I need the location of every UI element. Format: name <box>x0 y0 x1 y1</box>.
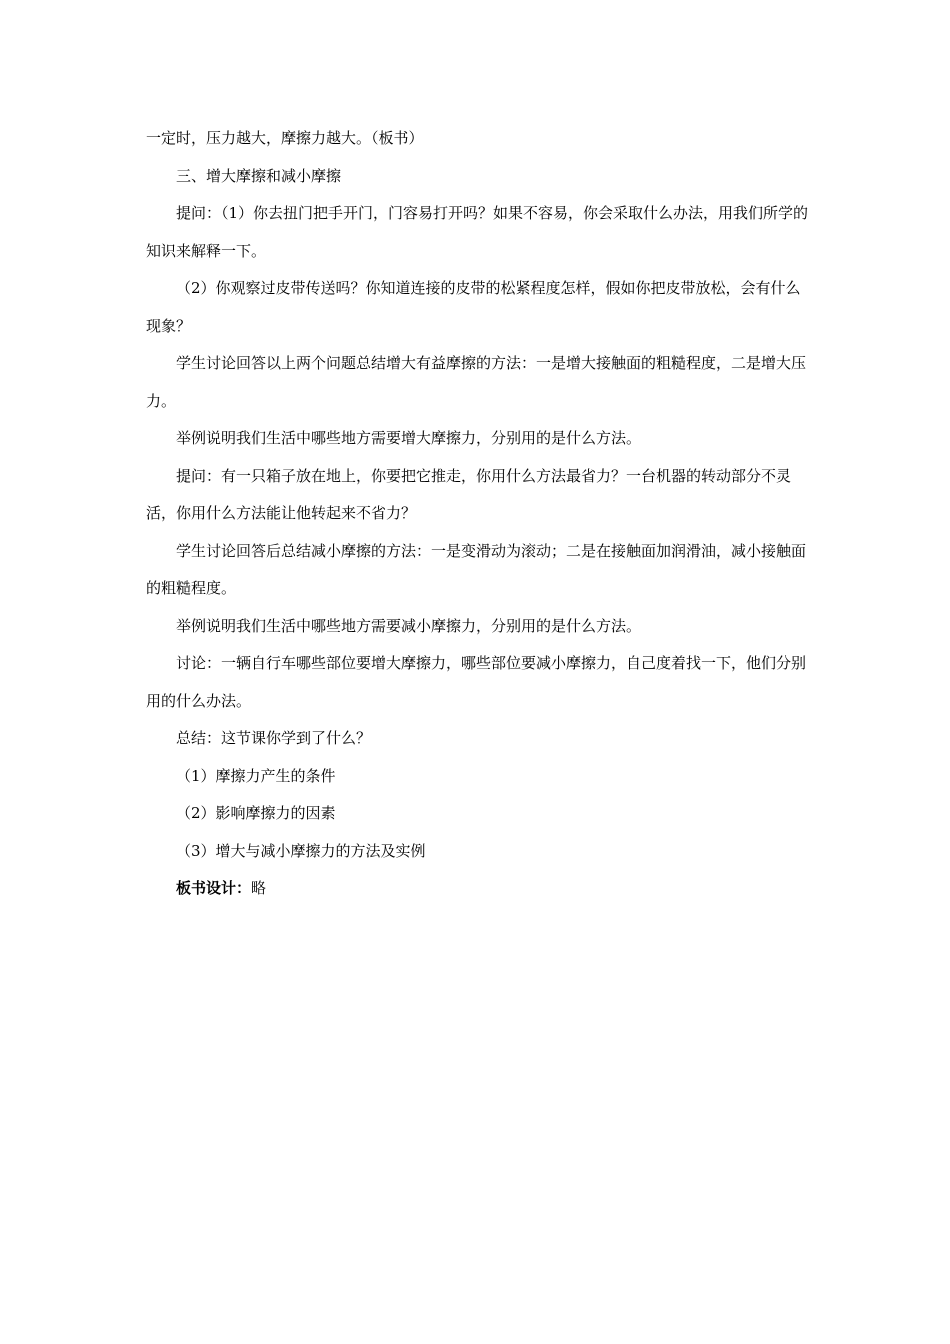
paragraph: 举例说明我们生活中哪些地方需要减小摩擦力，分别用的是什么方法。 <box>176 616 642 635</box>
summary-item: （2）影响摩擦力的因素 <box>176 804 336 822</box>
paragraph: 举例说明我们生活中哪些地方需要增大摩擦力，分别用的是什么方法。 <box>176 429 642 447</box>
paragraph: 一定时，压力越大，摩擦力越大。（板书） <box>146 129 424 147</box>
summary-item: （1）摩擦力产生的条件 <box>176 766 336 785</box>
summary-item: （3）增大与减小摩擦力的方法及实例 <box>176 841 426 860</box>
paragraph: 提问：有一只箱子放在地上，你要把它推走，你用什么方法最省力？一台机器的转动部分不灵活，你用什么方法能让他转起来不省力？ <box>146 466 792 522</box>
paragraph: 学生讨论回答后总结减小摩擦的方法：一是变滑动为滚动；二是在接触面加润滑油，减小接触面的粗糙程度。 <box>146 541 807 597</box>
board-design-value: 略 <box>251 879 267 897</box>
paragraph: 讨论：一辆自行车哪些部位要增大摩擦力，哪些部位要减小摩擦力，自己度着找一下，他们分别用的什么办法。 <box>146 654 807 710</box>
paragraph: （2）你观察过皮带传送吗？你知道连接的皮带的松紧程度怎样，假如你把皮带放松，会有什么现象？ <box>146 279 801 335</box>
section-heading: 三、增大摩擦和减小摩擦 <box>176 166 342 185</box>
board-design-label: 板书设计： <box>176 879 252 897</box>
paragraph: 学生讨论回答以上两个问题总结增大有益摩擦的方法：一是增大接触面的粗糙程度，二是增大压力。 <box>146 354 807 410</box>
summary-heading: 总结：这节课你学到了什么？ <box>176 729 372 747</box>
board-design-line <box>146 870 810 908</box>
paragraph: 提问：（1）你去扭门把手开门，门容易打开吗？如果不容易，你会采取什么办法，用我们所学的知识来解释一下。 <box>146 204 809 260</box>
document-body <box>146 120 810 908</box>
